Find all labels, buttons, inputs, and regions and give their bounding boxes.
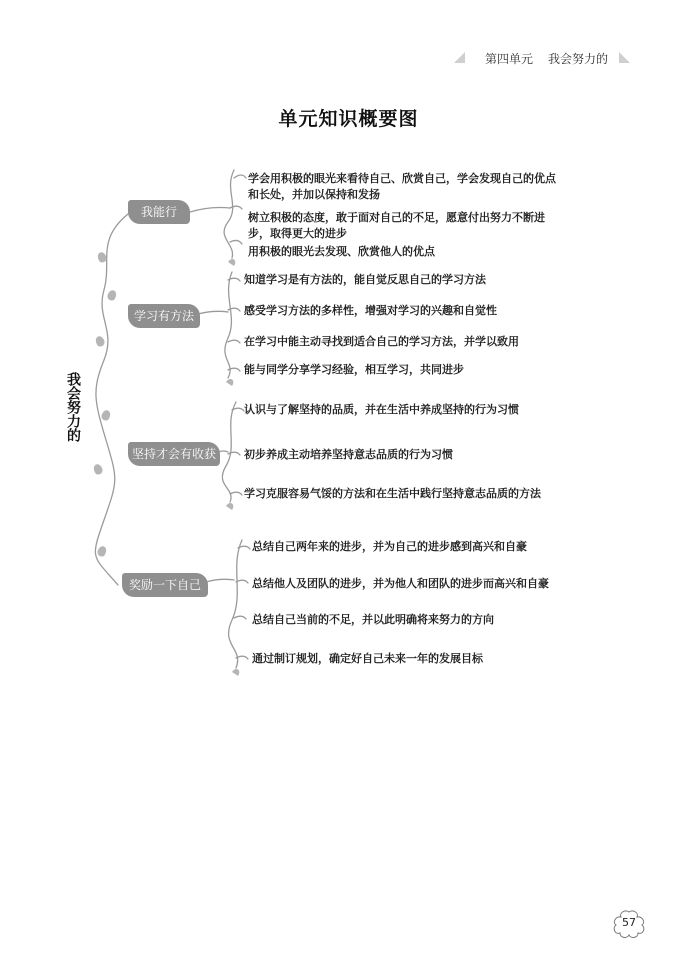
- branch-1-item-3: 用积极的眼光去发现、欣赏他人的优点: [248, 245, 435, 258]
- branch-4-vine: [229, 540, 242, 668]
- branch-2-item-2: 感受学习方法的多样性，增强对学习的兴趣和自觉性: [244, 304, 497, 317]
- branch-2-item-4: 能与同学分享学习经验，相互学习，共同进步: [244, 363, 464, 376]
- branch-1-item-2: 树立积极的态度，敢于面对自己的不足，愿意付出努力不断进: [248, 211, 545, 224]
- branch-node-2: 学习有方法: [128, 304, 200, 328]
- branch-1-vine: [224, 170, 234, 258]
- header-unit-title: 我会努力的: [548, 52, 609, 66]
- branch-3-item-3: 学习克服容易气馁的方法和在生活中践行坚持意志品质的方法: [244, 487, 541, 500]
- branch-3-item-2: 初步养成主动培养坚持意志品质的行为习惯: [244, 448, 453, 461]
- branch-4-item-4: 通过制订规划，确定好自己未来一年的发展目标: [252, 652, 483, 665]
- main-vine-stem: [95, 214, 128, 585]
- page-number: [612, 910, 646, 938]
- header-unit: 第四单元: [485, 52, 534, 66]
- branch-1-item-1-cont: 和长处，并加以保持和发扬: [248, 188, 380, 201]
- branch-node-1: 我能行: [128, 200, 190, 224]
- branch-4-item-3: 总结自己当前的不足，并以此明确将来努力的方向: [252, 613, 494, 626]
- branch-node-4: 奖励一下自己: [122, 573, 208, 597]
- branch-3-item-1: 认识与了解坚持的品质，并在生活中养成坚持的行为习惯: [244, 403, 519, 416]
- branch-2-vine: [225, 272, 232, 378]
- branch-2-item-1: 知道学习是有方法的，能自觉反思自己的学习方法: [244, 273, 486, 286]
- branch-1-item-2-cont: 步，取得更大的进步: [248, 227, 347, 240]
- branch-2-item-3: 在学习中能主动寻找到适合自己的学习方法，并学以致用: [244, 335, 519, 348]
- branch-1-item-1: 学会用积极的眼光来看待自己、欣赏自己，学会发现自己的优点: [248, 172, 556, 185]
- branch-4-item-1: 总结自己两年来的进步，并为自己的进步感到高兴和自豪: [252, 540, 527, 553]
- page-number-text: 57: [622, 916, 636, 929]
- root-node: 我会努力的: [65, 372, 81, 442]
- page-title: 单元知识概要图: [278, 108, 419, 130]
- branch-node-3: 坚持才会有收获: [128, 442, 220, 466]
- branch-4-item-2: 总结他人及团队的进步，并为他人和团队的进步而高兴和自豪: [252, 577, 549, 590]
